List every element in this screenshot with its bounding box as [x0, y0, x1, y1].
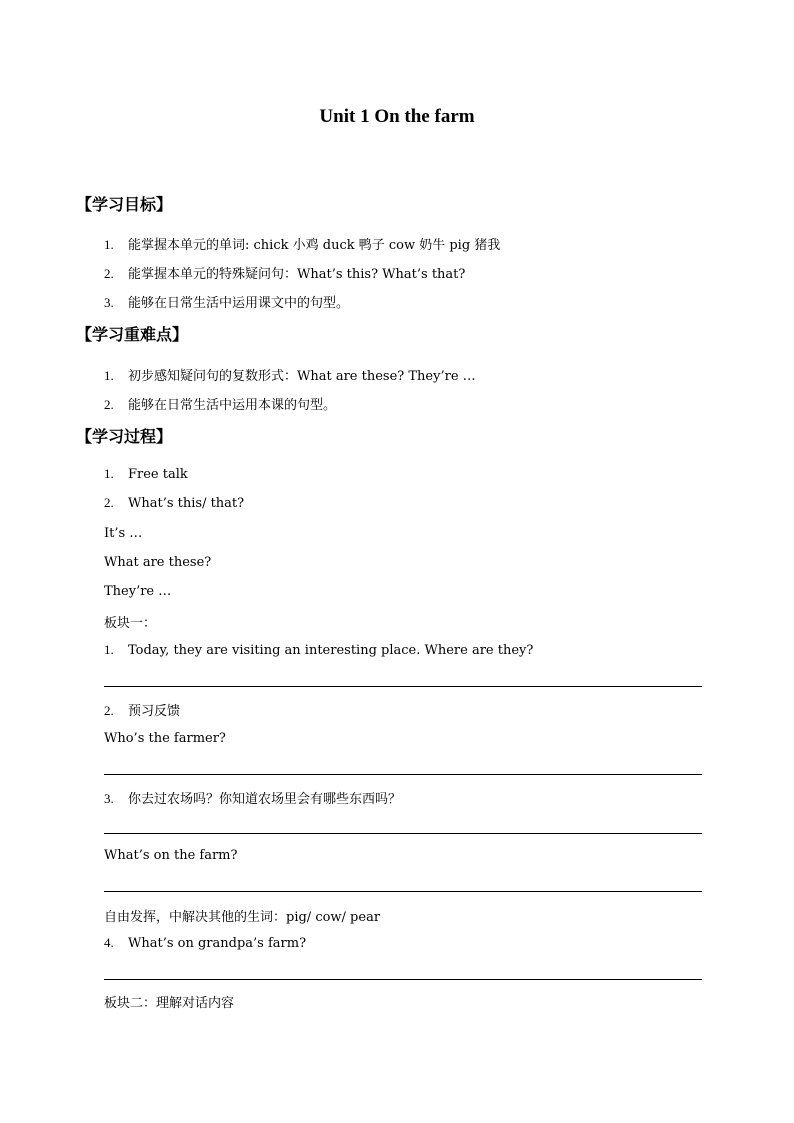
process-line-text: Free talk [128, 467, 188, 482]
process-line-text: 你去过农场吗？你知道农场里会有哪些东西吗？ [128, 792, 402, 807]
page-title: Unit 1 On the farm [319, 106, 475, 127]
process-line-text: What’s on the farm? [104, 848, 238, 863]
key-point-text: 初步感知疑问句的复数形式：What are these? They’re … [128, 369, 476, 384]
key-point-text: 能够在日常生活中运用本课的句型。 [128, 398, 337, 413]
key-point-number: 2. [104, 397, 114, 412]
answer-line[interactable] [104, 686, 702, 687]
answer-line[interactable] [104, 891, 702, 892]
answer-line[interactable] [104, 833, 702, 834]
process-line-number: 1. [104, 466, 114, 481]
process-line [104, 935, 306, 951]
process-line-text: What’s on grandpa’s farm? [128, 936, 307, 951]
process-line [104, 848, 237, 863]
answer-line[interactable] [104, 979, 702, 980]
goal-item-text: 能掌握本单元的单词: chick 小鸡 duck 鸭子 cow 奶牛 pig 猪我 [128, 238, 501, 253]
process-line-text: 自由发挥，中解决其他的生词：pig/ cow/ pear [104, 910, 381, 925]
process-line [104, 526, 142, 541]
process-line-number: 4. [104, 935, 114, 950]
process-line-text: Who’s the farmer? [104, 731, 226, 746]
goal-item [104, 292, 349, 311]
process-line-number: 1. [104, 642, 114, 657]
process-line-text: They’re … [104, 584, 172, 599]
process-line [104, 731, 226, 746]
key-point-item [104, 394, 336, 413]
process-line-text: 板块二：理解对话内容 [104, 996, 235, 1011]
key-point-item [104, 365, 476, 384]
process-line [104, 992, 234, 1011]
goals-heading: 【学习目标】 [76, 195, 173, 214]
process-line [104, 495, 244, 511]
process-line-text: What are these? [104, 555, 212, 570]
process-line [104, 642, 533, 658]
answer-line[interactable] [104, 774, 702, 775]
process-line-number: 2. [104, 703, 114, 718]
process-line-number: 2. [104, 495, 114, 510]
process-line-text: It’s … [104, 526, 143, 541]
process-line [104, 700, 180, 719]
goal-item [104, 234, 500, 253]
process-line-text: What’s this/ that? [128, 496, 245, 511]
process-line [104, 584, 171, 599]
process-line-text: 预习反馈 [128, 704, 181, 719]
process-line [104, 788, 401, 807]
goal-item-number: 3. [104, 295, 114, 310]
process-line-number: 3. [104, 791, 114, 806]
process-line-text: Today, they are visiting an interesting place. Where are they? [128, 643, 534, 658]
goal-item-text: 能够在日常生活中运用课文中的句型。 [128, 296, 350, 311]
goal-item-text: 能掌握本单元的特殊疑问句：What’s this? What’s that? [128, 267, 466, 282]
process-line [104, 612, 156, 631]
goal-item [104, 263, 465, 282]
process-line [104, 555, 211, 570]
process-line [104, 906, 380, 925]
goal-item-number: 2. [104, 266, 114, 281]
process-heading: 【学习过程】 [76, 427, 173, 446]
process-line-text: 板块一： [104, 616, 157, 631]
key-points-heading: 【学习重难点】 [76, 325, 189, 344]
key-point-number: 1. [104, 368, 114, 383]
goal-item-number: 1. [104, 237, 114, 252]
process-line [104, 466, 188, 482]
